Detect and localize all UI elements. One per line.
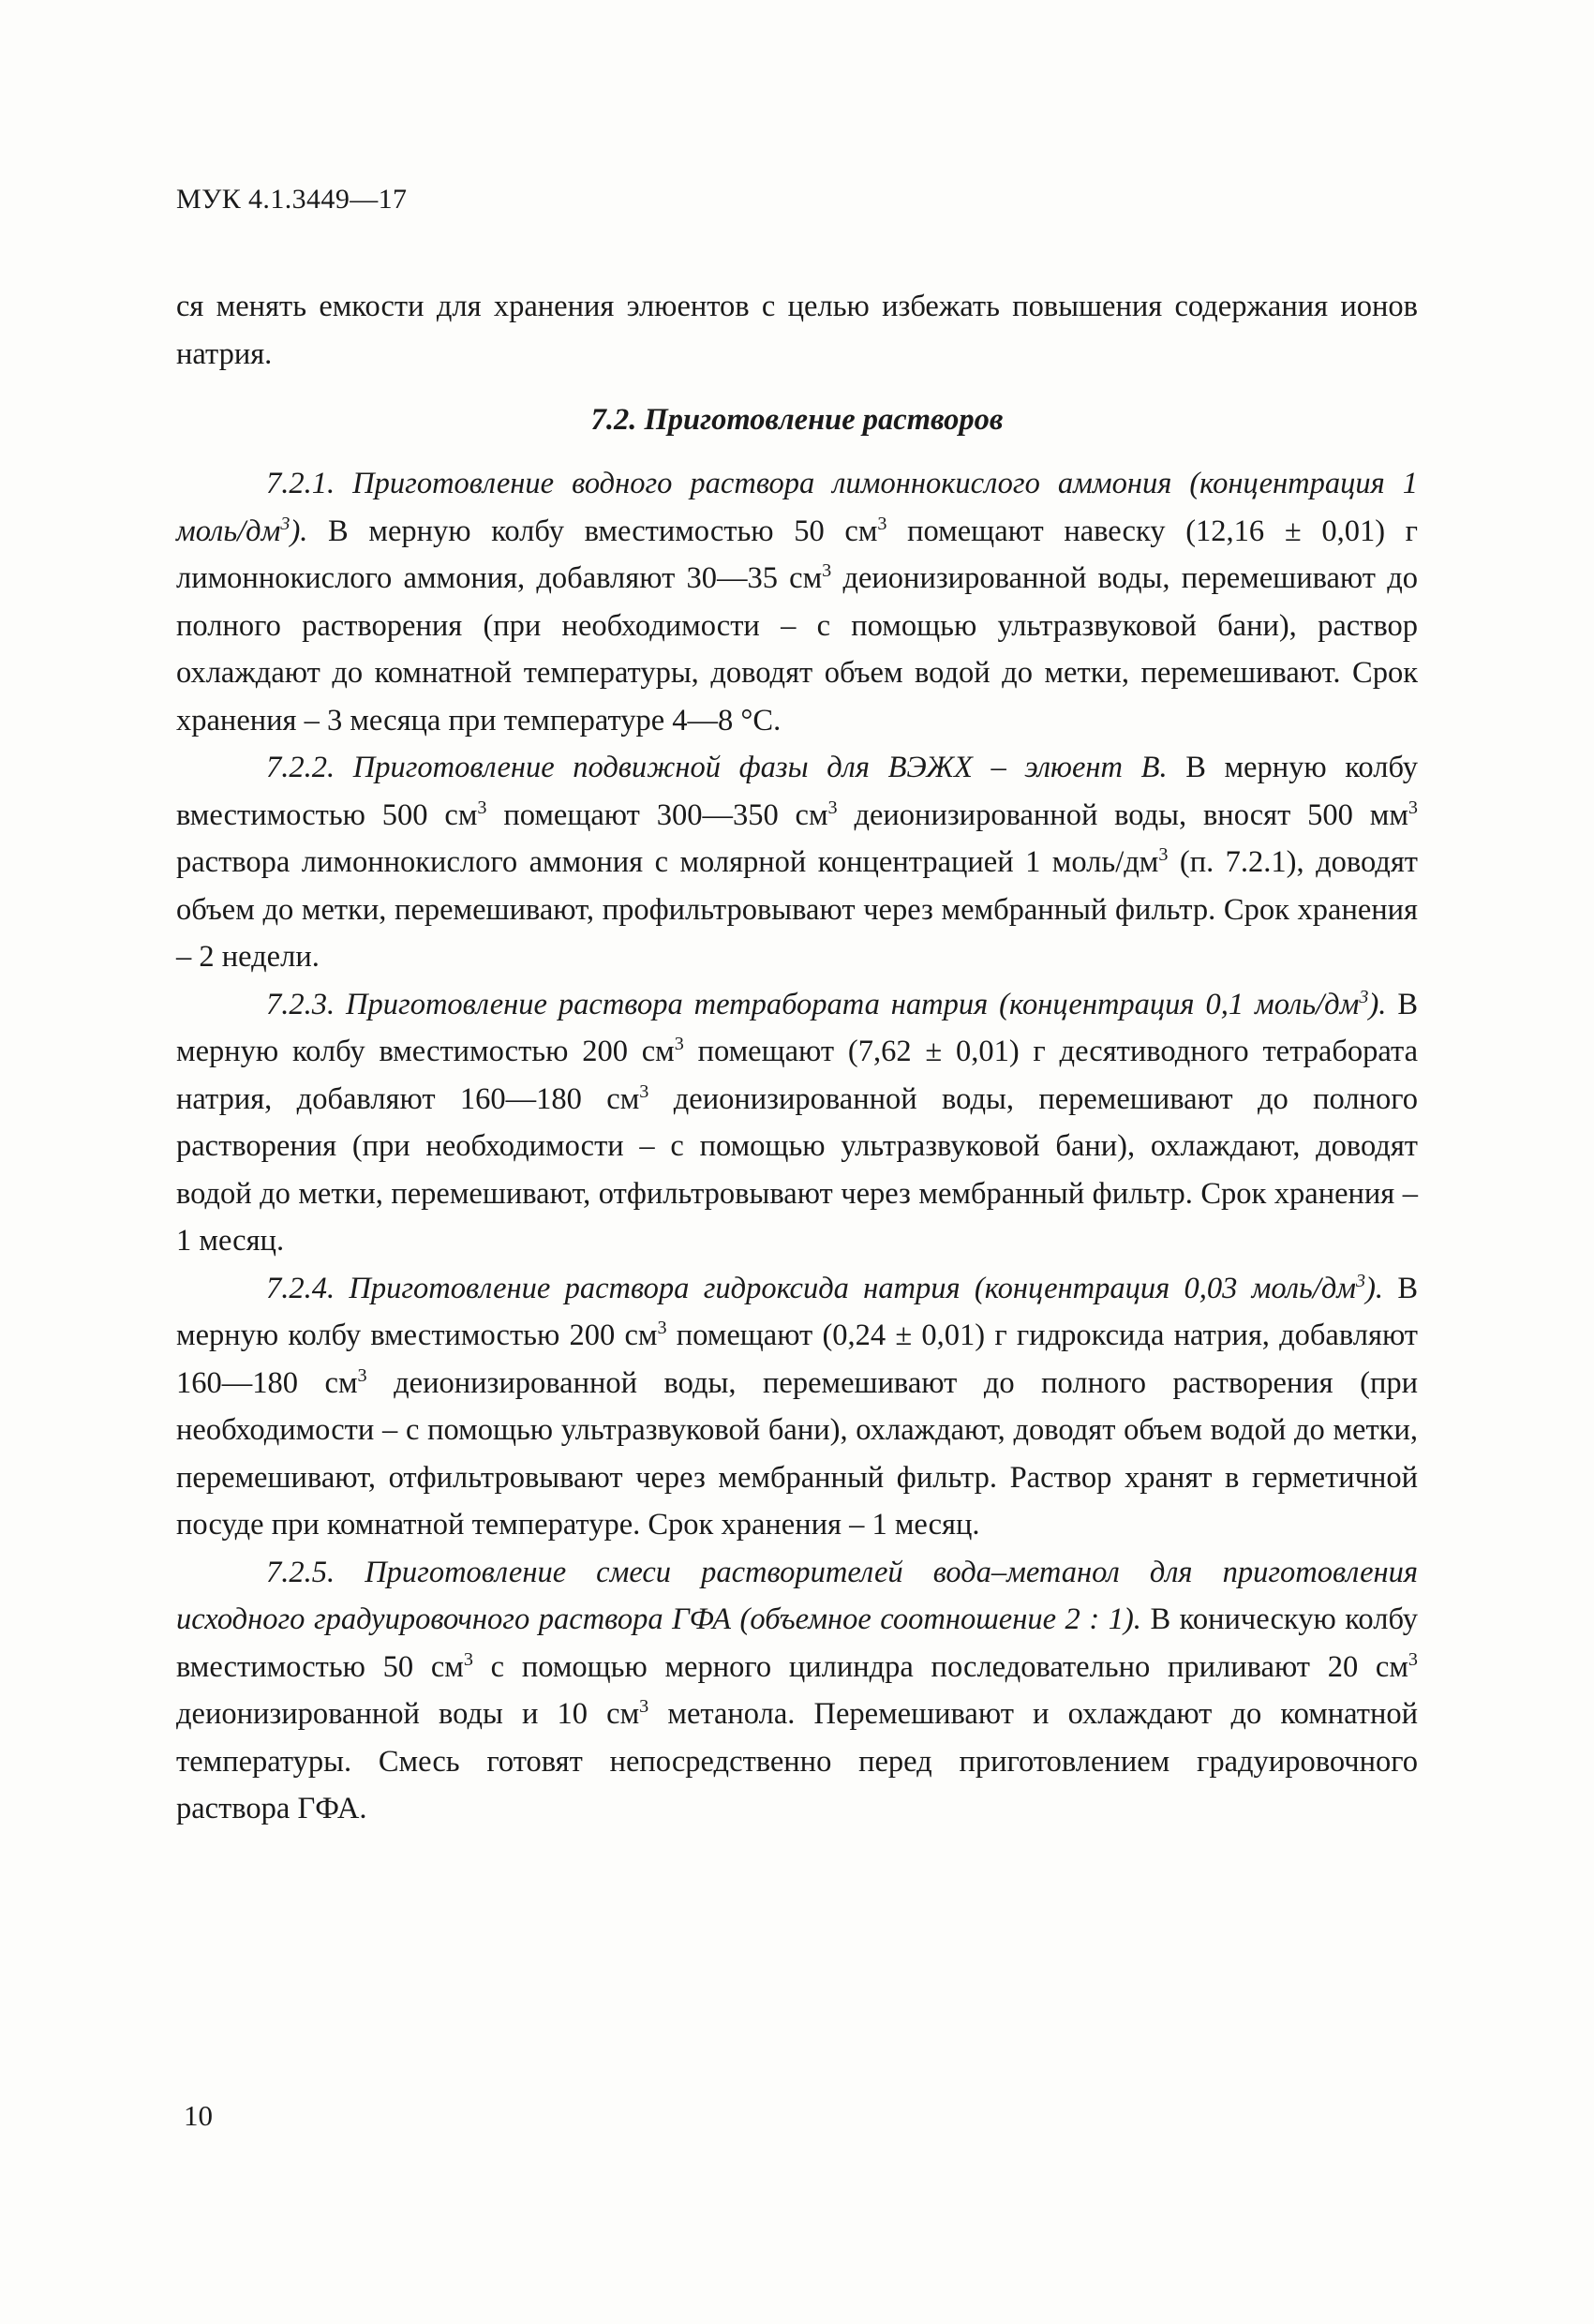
page-number: 10	[184, 2099, 213, 2132]
paragraph-7-2-2-lead: 7.2.2. Приготовление подвижной фазы для ВЭЖХ – элюент В.	[266, 751, 1168, 784]
running-head: МУК 4.1.3449—17	[176, 184, 408, 215]
paragraph-7-2-2: 7.2.2. Приготовление подвижной фазы для ВЭЖХ – элюент В. В мерную колбу вместимостью 500 $см^3$ помещают 300—350 $см^3$ деионизированной воды, вносят 500 $мм^3$ раствора лимоннокислого аммония с молярной концентрацией 1 моль/$дм^3$ (п. 7.2.1), доводят объем до метки, перемешивают, профильтровывают через мембранный фильтр. Срок хранения – 2 недели.	[176, 751, 1418, 974]
paragraph-intro: ся менять емкости для хранения элюентов с целью избежать повышения содержания ионов натрия.	[176, 290, 1418, 371]
paragraph-7-2-1-lead: 7.2.1. Приготовление водного раствора лимоннокислого аммония (концентрация 1 моль/$дм^3$).	[176, 467, 1418, 548]
paragraph-7-2-4-lead: 7.2.4. Приготовление раствора гидроксида натрия (концентрация 0,03 моль/$дм^3$).	[266, 1270, 1384, 1305]
paragraph-7-2-1: 7.2.1. Приготовление водного раствора лимоннокислого аммония (концентрация 1 моль/$дм^3$). В мерную колбу вместимостью 50 $см^3$ помещают навеску (12,16 ± 0,01) г лимоннокислого аммония, добавляют 30—35 $см^3$ деионизированной воды, перемешивают до полного растворения (при необходимости – с помощью ультразвуковой бани), раствор охлаждают до комнатной температуры, доводят объем водой до метки, перемешивают. Срок хранения – 3 месяца при температуре 4—8 °С.	[176, 467, 1419, 737]
page-body	[176, 184, 1418, 1833]
paragraph-7-2-3: 7.2.3. Приготовление раствора тетрабората натрия (концентрация 0,1 моль/$дм^3$). В мерную колбу вместимостью 200 $см^3$ помещают (7,62 ± 0,01) г десятиводного тетрабората натрия, добавляют 160—180 $см^3$ деионизированной воды, перемешивают до полного растворения (при необходимости – с помощью ультразвуковой бани), охлаждают, доводят водой до метки, перемешивают, отфильтровывают через мембранный фильтр. Срок хранения – 1 месяц.	[176, 986, 1418, 1258]
paragraph-7-2-5: 7.2.5. Приготовление смеси растворителей вода–метанол для приготовления исходного градуировочного раствора ГФА (объемное соотношение 2 : 1). В коническую колбу вместимостью 50 $см^3$ с помощью мерного цилиндра последовательно приливают 20 $см^3$ деионизированной воды и 10 $см^3$ метанола. Перемешивают и охлаждают до комнатной температуры. Смесь готовят непосредственно перед приготовлением градуировочного раствора ГФА.	[176, 1555, 1418, 1825]
paragraph-7-2-3-lead: 7.2.3. Приготовление раствора тетрабората натрия (концентрация 0,1 моль/$дм^3$).	[266, 986, 1387, 1021]
paragraph-7-2-4: 7.2.4. Приготовление раствора гидроксида натрия (концентрация 0,03 моль/$дм^3$). В мерную колбу вместимостью 200 $см^3$ помещают (0,24 ± 0,01) г гидроксида натрия, добавляют 160—180 $см^3$ деионизированной воды, перемешивают до полного растворения (при необходимости – с помощью ультразвуковой бани), охлаждают, доводят объем водой до метки, перемешивают, отфильтровывают через мембранный фильтр. Раствор хранят в герметичной посуде при комнатной температуре. Срок хранения – 1 месяц.	[176, 1270, 1418, 1542]
paragraph-7-2-5-lead: 7.2.5. Приготовление смеси растворителей вода–метанол для приготовления исходного градуировочного раствора ГФА (объемное соотношение 2 : 1).	[176, 1555, 1418, 1636]
section-heading: 7.2. Приготовление растворов	[590, 403, 1004, 437]
